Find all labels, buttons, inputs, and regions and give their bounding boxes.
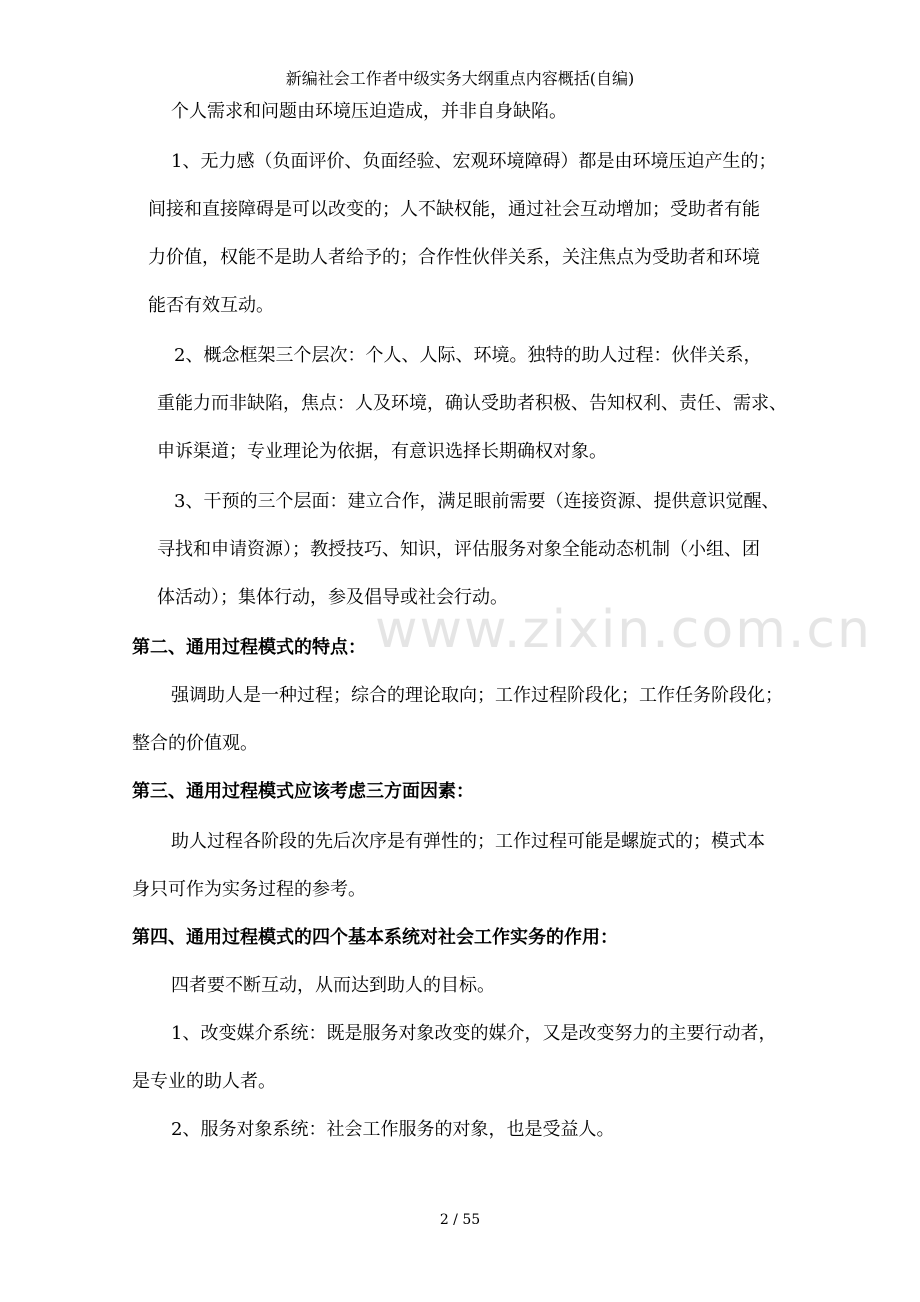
paragraph-line: 个人需求和问题由环境压迫造成，并非自身缺陷。	[171, 101, 567, 122]
page-header-title: 新编社会工作者中级实务大纲重点内容概括(自编)	[285, 69, 635, 88]
paragraph-line: 1、无力感（负面评价、负面经验、宏观环境障碍）都是由环境压迫产生的；	[171, 151, 777, 172]
paragraph-line: 1、改变媒介系统：既是服务对象改变的媒介，又是改变努力的主要行动者，	[171, 1023, 777, 1044]
paragraph-line: 助人过程各阶段的先后次序是有弹性的；工作过程可能是螺旋式的；模式本	[171, 831, 765, 852]
watermark: www.zixin.com.cn	[375, 600, 872, 660]
paragraph-line: 间接和直接障碍是可以改变的；人不缺权能，通过社会互动增加；受助者有能	[148, 199, 760, 220]
paragraph-line: 身只可作为实务过程的参考。	[132, 879, 366, 900]
paragraph-line: 2、服务对象系统：社会工作服务的对象，也是受益人。	[171, 1119, 615, 1140]
page-number: 2 / 55	[439, 1212, 481, 1228]
paragraph-line: 整合的价值观。	[132, 733, 258, 754]
paragraph-line: 3、干预的三个层面：建立合作，满足眼前需要（连接资源、提供意识觉醒、	[174, 491, 780, 512]
paragraph-line: 四者要不断互动，从而达到助人的目标。	[171, 975, 495, 996]
paragraph-line: 寻找和申请资源）；教授技巧、知识，评估服务对象全能动态机制（小组、团	[157, 539, 760, 560]
paragraph-line: 力价值，权能不是助人者给予的；合作性伙伴关系，关注焦点为受助者和环境	[148, 247, 760, 268]
paragraph-line: 2、概念框架三个层次：个人、人际、环境。独特的助人过程：伙伴关系，	[174, 345, 762, 366]
section-heading: 第三、通用过程模式应该考虑三方面因素：	[132, 781, 474, 802]
paragraph-line: 申诉渠道；专业理论为依据，有意识选择长期确权对象。	[157, 441, 607, 462]
section-heading: 第二、通用过程模式的特点：	[132, 637, 366, 658]
paragraph-line: 体活动）；集体行动，参及倡导或社会行动。	[157, 587, 508, 608]
section-heading: 第四、通用过程模式的四个基本系统对社会工作实务的作用：	[132, 927, 618, 948]
paragraph-line: 重能力而非缺陷，焦点：人及环境，确认受助者积极、告知权利、责任、需求、	[157, 393, 787, 414]
paragraph-line: 强调助人是一种过程；综合的理论取向；工作过程阶段化；工作任务阶段化；	[171, 685, 783, 706]
paragraph-line: 是专业的助人者。	[132, 1071, 276, 1092]
paragraph-line: 能否有效互动。	[148, 295, 274, 316]
